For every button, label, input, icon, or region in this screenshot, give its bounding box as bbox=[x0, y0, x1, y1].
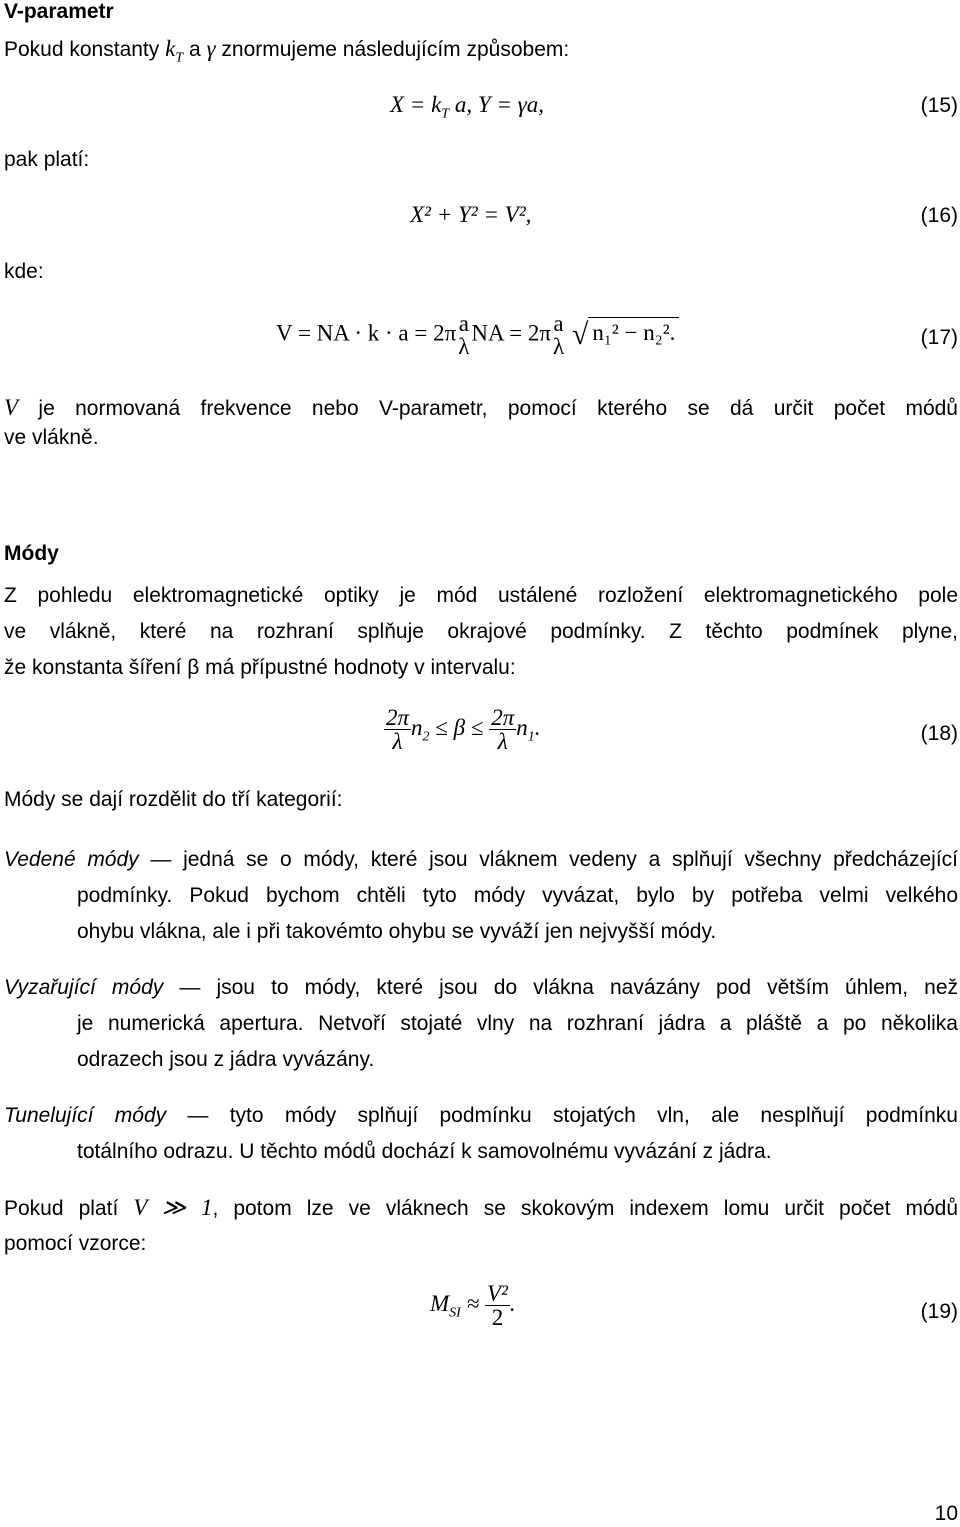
category-tunelujici-line1: Tunelující módy — tyto módy splňují podmínku stojatých vln, ale nesplňují podmínku bbox=[4, 1104, 958, 1127]
mody-para-line1: Z pohledu elektromagnetické optiky je mód ustálené rozložení elektromagnetického pole bbox=[4, 584, 958, 607]
closing-line1: Pokud platí V ≫ 1, potom lze ve vláknech se skokovým indexem lomu určit počet módů bbox=[4, 1195, 958, 1220]
categories-intro: Módy se dají rozdělit do tří kategorií: bbox=[4, 788, 343, 811]
equation-number-19: (19) bbox=[920, 1300, 958, 1323]
equation-19: $M_{SI}$ ≈ $\frac{\text{V²}}{2}$ . bbox=[430, 1281, 516, 1330]
pak-plati-label: pak platí: bbox=[4, 148, 90, 171]
symbol-kt: $k_T$ bbox=[165, 36, 184, 66]
equation-15: $X = k_T$ a, Y = γa, bbox=[390, 92, 544, 122]
category-vyzarujici-line1: Vyzařující módy — jsou to módy, které jsou do vlákna navázány pod větším úhlem, než bbox=[4, 976, 959, 999]
v-description-line2: ve vlákně. bbox=[4, 426, 99, 449]
category-vyzarujici-line3: odrazech jsou z jádra vyvázány. bbox=[77, 1048, 375, 1071]
section-heading-mody: Módy bbox=[4, 542, 59, 565]
page-number: 10 bbox=[934, 1502, 958, 1525]
equation-17: V = NA · k · a = 2π a λ NA = 2π a λ √ n₁² − n₂². bbox=[276, 312, 679, 358]
sqrt-content: n₁² − n₂². bbox=[588, 317, 679, 345]
equation-18: $\frac{2\pi}{\lambda}$ $n_2 \le \beta$ ≤ $\frac{2\pi}{\lambda}$ $n_1$. bbox=[386, 705, 541, 754]
category-vedene-line1: Vedené módy — jedná se o módy, které jsou vláknem vedeny a splňují všechny předcházející bbox=[4, 848, 958, 871]
equation-number-18: (18) bbox=[920, 722, 958, 745]
closing-line2: pomocí vzorce: bbox=[4, 1232, 147, 1255]
equation-number-16: (16) bbox=[920, 204, 958, 227]
section-heading-v-parametr: V-parametr bbox=[4, 0, 114, 23]
kde-label: kde: bbox=[4, 260, 44, 283]
mody-para-line3: že konstanta šíření β má přípustné hodnoty v intervalu: bbox=[4, 656, 516, 679]
category-vedene-line3: ohybu vlákna, ale i při takovémto ohybu se vyváží jen nejvyšší módy. bbox=[77, 920, 717, 943]
category-vedene-line2: podmínky. Pokud bychom chtěli tyto módy vyvázat, bylo by potřeba velmi velkého bbox=[77, 884, 958, 907]
fraction-a-lambda-2: a λ bbox=[552, 311, 565, 359]
v-description-line1: V je normovaná frekvence nebo V-parametr, pomocí kterého se dá určit počet módů bbox=[4, 395, 958, 420]
equation-number-15: (15) bbox=[920, 94, 958, 117]
fraction-a-lambda: a λ bbox=[458, 311, 470, 359]
intro-pre: Pokud konstanty bbox=[4, 38, 166, 61]
equation-number-17: (17) bbox=[920, 326, 958, 349]
mody-para-line2: ve vlákně, které na rozhraní splňuje okrajové podmínky. Z těchto podmínek plyne, bbox=[4, 620, 958, 643]
intro-text: Pokud konstanty $k_T$ a γ znormujeme následujícím způsobem: bbox=[4, 36, 570, 66]
category-vyzarujici-line2: je numerická apertura. Netvoří stojaté vlny na rozhraní jádra a pláště a po několika bbox=[77, 1012, 958, 1035]
category-tunelujici-line2: totálního odrazu. U těchto módů dochází k samovolnému vyvázání z jádra. bbox=[77, 1140, 772, 1163]
symbol-gamma: γ bbox=[206, 36, 216, 61]
equation-16: X² + Y² = V², bbox=[410, 202, 532, 227]
